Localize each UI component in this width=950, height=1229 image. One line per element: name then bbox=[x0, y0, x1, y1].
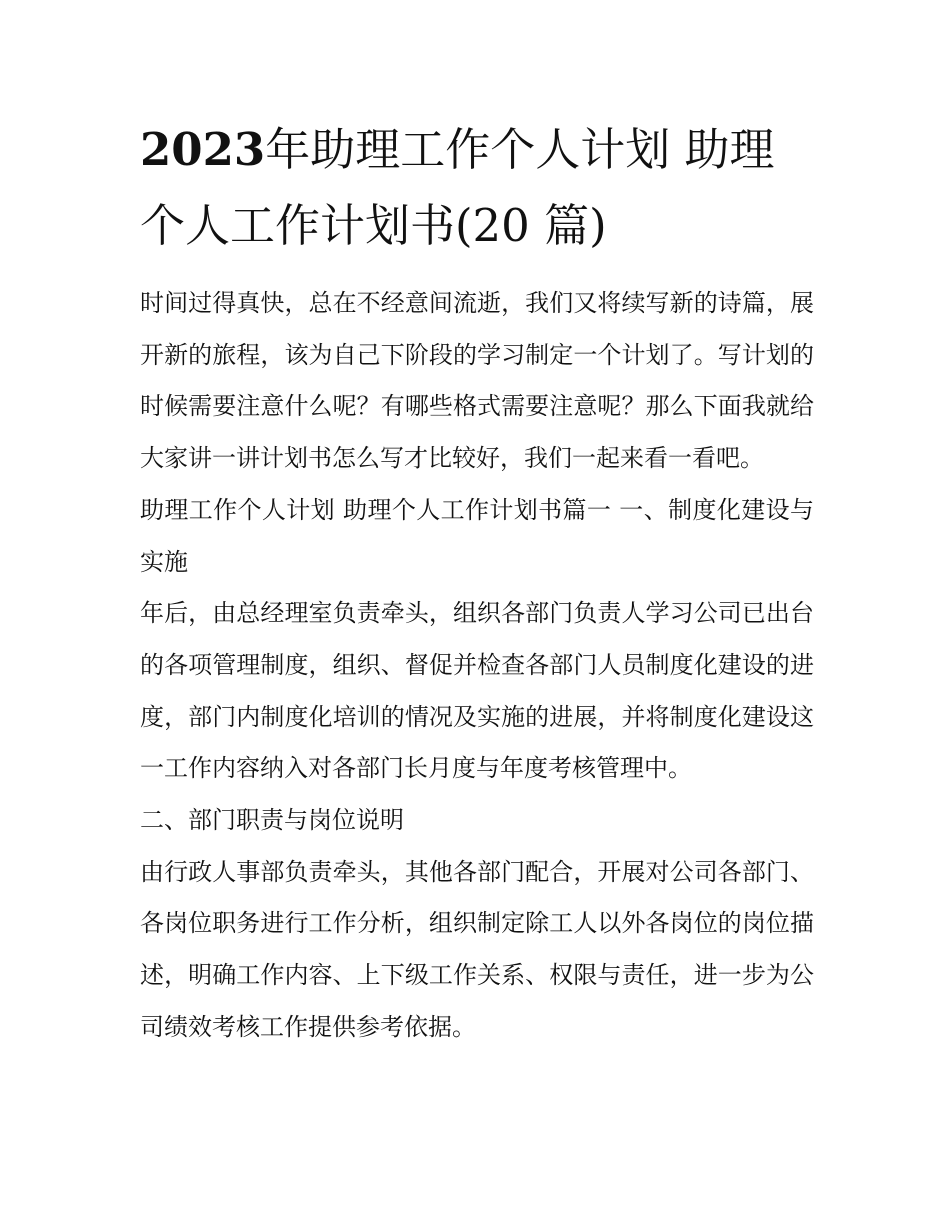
document-title bbox=[140, 112, 814, 264]
intro-paragraph: 时间过得真快，总在不经意间流逝，我们又将续写新的诗篇，展开新的旅程，该为自己下阶段的学习制定一个计划了。写计划的时候需要注意什么呢？有哪些格式需要注意呢？那么下面我就给大家讲一讲计划书怎么写才比较好，我们一起来看一看吧。 bbox=[140, 289, 814, 473]
document-body bbox=[140, 278, 814, 1054]
title-text: 年助理工作个人计划 助理个人工作计划书(20 篇) bbox=[140, 123, 775, 252]
title-year: 2023 bbox=[140, 123, 266, 176]
document-page bbox=[140, 112, 814, 1054]
section-heading-2: 二、部门职责与岗位说明 bbox=[140, 806, 404, 835]
section-heading-1: 助理工作个人计划 助理个人工作计划书篇一 一、制度化建设与实施 bbox=[140, 495, 814, 576]
section-paragraph-2: 由行政人事部负责牵头，其他各部门配合，开展对公司各部门、各岗位职务进行工作分析，组织制定除工人以外各岗位的岗位描述，明确工作内容、上下级工作关系、权限与责任，进一步为公司绩效考核工作提供参考依据。 bbox=[140, 857, 814, 1041]
section-paragraph-1: 年后，由总经理室负责牵头，组织各部门负责人学习公司已出台的各项管理制度，组织、督促并检查各部门人员制度化建设的进度，部门内制度化培训的情况及实施的进展，并将制度化建设这一工作内容纳入对各部门长月度与年度考核管理中。 bbox=[140, 599, 814, 783]
